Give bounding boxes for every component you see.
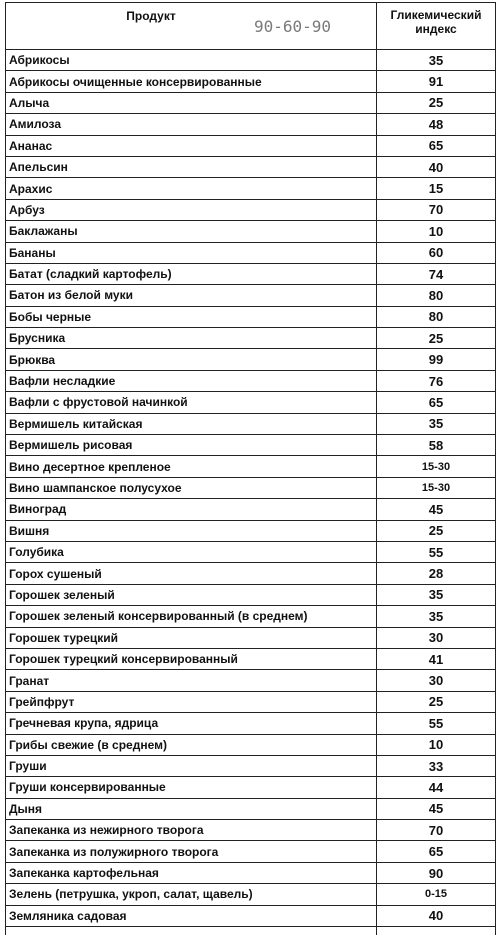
table-row: [6, 178, 496, 199]
table-row: [6, 435, 496, 456]
product-name-cell: Горох сушеный: [6, 563, 377, 584]
table-row: [6, 670, 496, 691]
table-row: [6, 606, 496, 627]
glycemic-index-cell: 35: [377, 50, 496, 71]
glycemic-index-table: [5, 2, 496, 935]
table-row: [6, 392, 496, 413]
glycemic-index-cell: 15: [377, 178, 496, 199]
glycemic-index-cell: 35: [377, 584, 496, 605]
glycemic-index-cell: 30: [377, 627, 496, 648]
table-row: [6, 541, 496, 562]
glycemic-index-cell: 10: [377, 734, 496, 755]
product-name-cell: Баклажаны: [6, 221, 377, 242]
table-row: [6, 114, 496, 135]
product-name-cell: Запеканка из нежирного творога: [6, 820, 377, 841]
product-name-cell: Вино десертное крепленое: [6, 456, 377, 477]
glycemic-index-cell: 90: [377, 862, 496, 883]
product-name-cell: Грейпфрут: [6, 691, 377, 712]
table-row: [6, 520, 496, 541]
product-name-cell: Гранат: [6, 670, 377, 691]
table-row: [6, 242, 496, 263]
table-row: [6, 456, 496, 477]
product-name-cell: Земляника садовая: [6, 905, 377, 926]
product-name-cell: Голубика: [6, 541, 377, 562]
glycemic-index-cell: 80: [377, 306, 496, 327]
product-name-cell: Вермишель рисовая: [6, 435, 377, 456]
table-row: [6, 221, 496, 242]
table-row: [6, 627, 496, 648]
product-header-label: Продукт: [126, 9, 175, 23]
product-name-cell: Амилоза: [6, 114, 377, 135]
product-name-cell: Вафли с фрустовой начинкой: [6, 392, 377, 413]
product-name-cell: Горошек турецкий: [6, 627, 377, 648]
product-name-cell: Груши консервированные: [6, 777, 377, 798]
table-row: [6, 713, 496, 734]
product-name-cell: Бобы черные: [6, 306, 377, 327]
glycemic-index-cell: 41: [377, 648, 496, 669]
product-name-cell: Алыча: [6, 92, 377, 113]
table-row: [6, 584, 496, 605]
glycemic-index-cell: 65: [377, 135, 496, 156]
table-row: [6, 370, 496, 391]
table-row-cropped: [6, 927, 496, 935]
product-name-cell: Зелень (петрушка, укроп, салат, щавель): [6, 884, 377, 905]
gi-header-line2: индекс: [377, 22, 495, 36]
product-name-cell: Брюква: [6, 349, 377, 370]
table-row: [6, 820, 496, 841]
product-name-cell: Гречневая крупа, ядрица: [6, 713, 377, 734]
glycemic-index-cell: 58: [377, 435, 496, 456]
table-row: [6, 691, 496, 712]
gi-header-line1: Гликемический: [377, 8, 495, 22]
table-row: [6, 648, 496, 669]
product-name-cell: Брусника: [6, 328, 377, 349]
glycemic-index-cell: 76: [377, 370, 496, 391]
column-header-glycemic-index: [377, 3, 496, 50]
table-row: [6, 413, 496, 434]
glycemic-index-cell: 15-30: [377, 477, 496, 498]
glycemic-index-cell: 35: [377, 606, 496, 627]
glycemic-index-cell: 48: [377, 114, 496, 135]
glycemic-index-cell: 15-30: [377, 456, 496, 477]
table-row: [6, 734, 496, 755]
table-row: [6, 71, 496, 92]
glycemic-index-cell: 70: [377, 820, 496, 841]
glycemic-index-cell: 80: [377, 285, 496, 306]
glycemic-index-table-sheet: [5, 2, 495, 935]
glycemic-index-cell: 99: [377, 349, 496, 370]
table-row: [6, 798, 496, 819]
column-header-product: [6, 3, 377, 50]
table-row: [6, 905, 496, 926]
product-name-cell: Виноград: [6, 499, 377, 520]
glycemic-index-cell: 35: [377, 413, 496, 434]
glycemic-index-cell: 45: [377, 798, 496, 819]
product-name-cell: Запеканка картофельная: [6, 862, 377, 883]
glycemic-index-cell: 55: [377, 713, 496, 734]
product-name-cell: Вишня: [6, 520, 377, 541]
glycemic-index-cell: 25: [377, 520, 496, 541]
glycemic-index-cell: 28: [377, 563, 496, 584]
table-row: [6, 199, 496, 220]
table-row: [6, 477, 496, 498]
table-row: [6, 306, 496, 327]
table-row: [6, 777, 496, 798]
table-row: [6, 263, 496, 284]
glycemic-index-cell: 0-15: [377, 884, 496, 905]
product-name-cell: Бананы: [6, 242, 377, 263]
glycemic-index-cell: 91: [377, 71, 496, 92]
glycemic-index-cell: 65: [377, 841, 496, 862]
table-row: [6, 285, 496, 306]
table-row: [6, 349, 496, 370]
glycemic-index-cell: 40: [377, 156, 496, 177]
glycemic-index-cell: 40: [377, 905, 496, 926]
glycemic-index-cell: 10: [377, 221, 496, 242]
product-name-cell: Горошек зеленый консервированный (в среднем): [6, 606, 377, 627]
table-row: [6, 328, 496, 349]
glycemic-index-cell: 25: [377, 691, 496, 712]
product-name-cell: Груши: [6, 755, 377, 776]
glycemic-index-cell: 44: [377, 777, 496, 798]
table-row: [6, 156, 496, 177]
glycemic-index-cell: 55: [377, 541, 496, 562]
table-row: [6, 841, 496, 862]
table-row: [6, 135, 496, 156]
product-name-cell: Абрикосы очищенные консервированные: [6, 71, 377, 92]
table-row: [6, 862, 496, 883]
table-row: [6, 755, 496, 776]
table-body: [6, 50, 496, 935]
product-name-cell: Батат (сладкий картофель): [6, 263, 377, 284]
glycemic-index-cell: 65: [377, 392, 496, 413]
table-row: [6, 884, 496, 905]
product-name-cell: Грибы свежие (в среднем): [6, 734, 377, 755]
glycemic-index-cell: 70: [377, 199, 496, 220]
glycemic-index-cell: 30: [377, 670, 496, 691]
watermark-text: 90-60-90: [254, 17, 331, 36]
product-name-cell: Вафли несладкие: [6, 370, 377, 391]
product-name-cell: Апельсин: [6, 156, 377, 177]
table-row: [6, 50, 496, 71]
glycemic-index-cell: 25: [377, 328, 496, 349]
product-name-cell: Арбуз: [6, 199, 377, 220]
product-name-cell: Запеканка из полужирного творога: [6, 841, 377, 862]
glycemic-index-cell: 45: [377, 499, 496, 520]
product-name-cell: Батон из белой муки: [6, 285, 377, 306]
table-header-row: [6, 3, 496, 50]
product-name-cell: Вино шампанское полусухое: [6, 477, 377, 498]
product-name-cell: Ананас: [6, 135, 377, 156]
glycemic-index-cell: 74: [377, 263, 496, 284]
product-name-cell: Дыня: [6, 798, 377, 819]
glycemic-index-cell: 33: [377, 755, 496, 776]
product-name-cell: Горошек зеленый: [6, 584, 377, 605]
cropped-cell: [6, 927, 377, 935]
glycemic-index-cell: 25: [377, 92, 496, 113]
product-name-cell: Арахис: [6, 178, 377, 199]
product-name-cell: Абрикосы: [6, 50, 377, 71]
product-name-cell: Вермишель китайская: [6, 413, 377, 434]
table-row: [6, 92, 496, 113]
glycemic-index-cell: 60: [377, 242, 496, 263]
cropped-cell: [377, 927, 496, 935]
table-row: [6, 499, 496, 520]
table-row: [6, 563, 496, 584]
product-name-cell: Горошек турецкий консервированный: [6, 648, 377, 669]
